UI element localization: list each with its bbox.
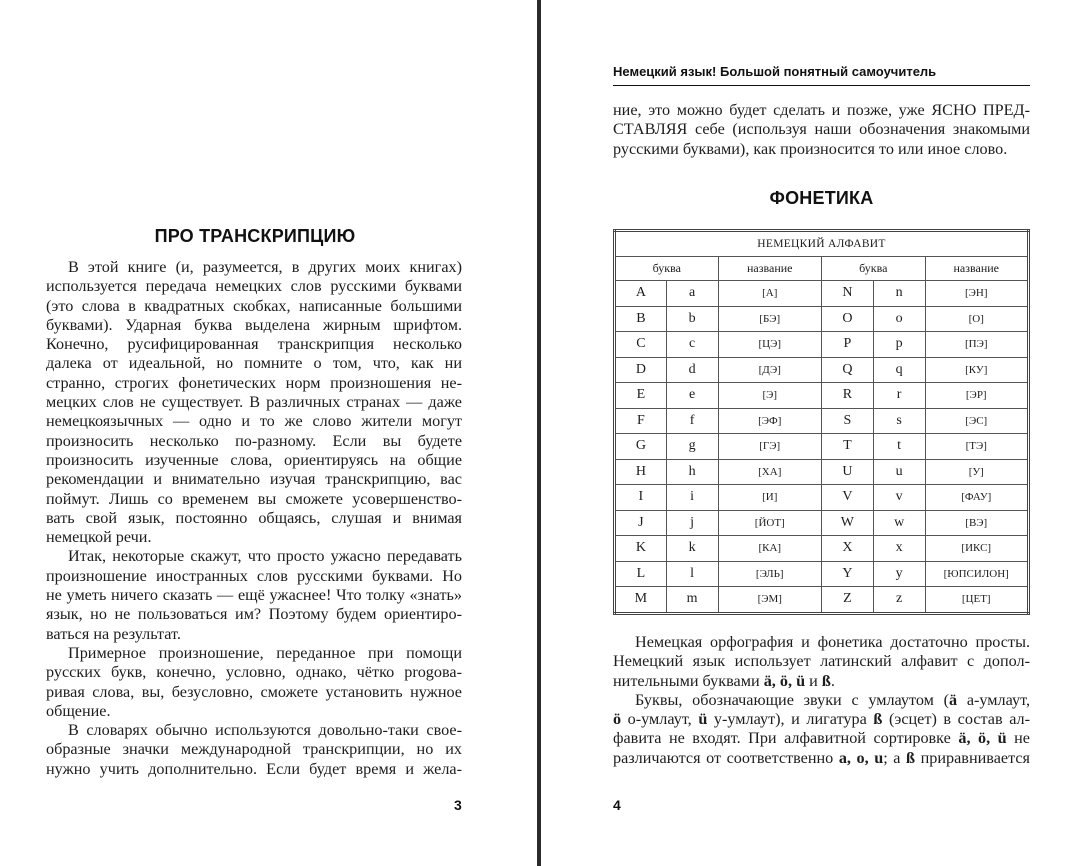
text-line: поймут. Лишь со временем вы сможете усовершенство- xyxy=(46,489,462,508)
table-row xyxy=(615,434,1029,460)
text-line: В словарях обычно используются довольно-таки свое- xyxy=(68,721,462,740)
table-row xyxy=(615,357,1029,383)
lowercase-letter: b xyxy=(666,306,718,332)
table-row xyxy=(615,383,1029,409)
text-line: произносить изученные слова, ориентируясь на общие xyxy=(46,450,462,469)
letter-name: [ТЭ] xyxy=(925,434,1029,460)
lowercase-letter: t xyxy=(873,434,925,460)
text-line: Итак, некоторые скажут, что просто ужасно передавать xyxy=(68,547,462,566)
text-line: Немецкая орфография и фонетика достаточно просты. xyxy=(635,633,1030,651)
lowercase-letter: o xyxy=(873,306,925,332)
table-row xyxy=(615,408,1029,434)
right-top-text xyxy=(613,101,1030,159)
right-bottom-text xyxy=(613,633,1030,768)
left-page xyxy=(0,0,537,866)
lowercase-letter: k xyxy=(666,536,718,562)
text-line: ö о-умлаут, ü у-умлаут), и лигатура ß (эсцет) в состав ал- xyxy=(613,710,1030,729)
text-line: русских букв, конечно, условно, однако, чётко progова- xyxy=(46,663,462,682)
text-line: не уметь ничего сказать — ещё ужаснее! Что толку «знать» xyxy=(46,586,462,605)
uppercase-letter: F xyxy=(615,408,667,434)
letter-name: [ГЭ] xyxy=(718,434,822,460)
uppercase-letter: U xyxy=(822,459,874,485)
text-line: Буквы, обозначающие звуки с умлаутом (ä а-умлаут, xyxy=(635,690,1030,709)
text-line: СТАВЛЯЯ себе (используя наши обозначения знакомыми xyxy=(613,120,1030,139)
lowercase-letter: h xyxy=(666,459,718,485)
page-number: 3 xyxy=(454,797,462,813)
letter-name: [ПЭ] xyxy=(925,332,1029,358)
text-line: В этой книге (и, разумеется, в других моих книгах) xyxy=(68,258,462,276)
text-line: различаются от соответственно a, o, u; а ß приравнивается xyxy=(613,748,1030,767)
letter-name: [БЭ] xyxy=(718,306,822,332)
text-line: (это слова в квадратных скобках, написанные большими xyxy=(46,296,462,315)
left-body-text xyxy=(46,258,462,779)
page-number: 4 xyxy=(613,797,621,813)
table-row xyxy=(615,459,1029,485)
text-line: далека от идеальной, но помните о том, что, как ни xyxy=(46,354,462,373)
uppercase-letter: W xyxy=(822,510,874,536)
table-row xyxy=(615,561,1029,587)
lowercase-letter: d xyxy=(666,357,718,383)
text-line: русскими буквами), как произносится то или иное слово. xyxy=(613,139,1008,158)
text-line: нительными буквами ä, ö, ü и ß. xyxy=(613,671,835,690)
lowercase-letter: e xyxy=(666,383,718,409)
uppercase-letter: S xyxy=(822,408,874,434)
table-header-row xyxy=(615,257,1029,281)
text-line: ривая слова, вы, безусловно, сможете установить нужное xyxy=(46,682,462,701)
letter-name: [ЭН] xyxy=(925,281,1029,307)
letter-name: [ЭС] xyxy=(925,408,1029,434)
uppercase-letter: E xyxy=(615,383,667,409)
running-head: Немецкий язык! Большой понятный самоучитель xyxy=(613,64,1030,86)
lowercase-letter: v xyxy=(873,485,925,511)
letter-name: [ЭР] xyxy=(925,383,1029,409)
lowercase-letter: r xyxy=(873,383,925,409)
uppercase-letter: P xyxy=(822,332,874,358)
lowercase-letter: g xyxy=(666,434,718,460)
uppercase-letter: X xyxy=(822,536,874,562)
lowercase-letter: n xyxy=(873,281,925,307)
lowercase-letter: l xyxy=(666,561,718,587)
letter-name: [ЮПСИЛОН] xyxy=(925,561,1029,587)
uppercase-letter: K xyxy=(615,536,667,562)
text-line: Конечно, русифицированная транскрипция несколько xyxy=(46,335,462,354)
column-header-letter: буква xyxy=(615,257,719,281)
letter-name: [ЦЭ] xyxy=(718,332,822,358)
lowercase-letter: s xyxy=(873,408,925,434)
text-line: рекомендации и внимательно изучая транскрипцию, вас xyxy=(46,470,462,489)
lowercase-letter: i xyxy=(666,485,718,511)
uppercase-letter: L xyxy=(615,561,667,587)
lowercase-letter: x xyxy=(873,536,925,562)
text-line: ваться на результат. xyxy=(46,624,181,643)
uppercase-letter: B xyxy=(615,306,667,332)
lowercase-letter: q xyxy=(873,357,925,383)
letter-name: [О] xyxy=(925,306,1029,332)
lowercase-letter: p xyxy=(873,332,925,358)
letter-name: [ЙОТ] xyxy=(718,510,822,536)
text-line: произносить несколько по-разному. Если вы будете xyxy=(46,431,462,450)
uppercase-letter: C xyxy=(615,332,667,358)
text-line: образные значки международной транскрипции, но их xyxy=(46,740,462,759)
table-row xyxy=(615,281,1029,307)
uppercase-letter: N xyxy=(822,281,874,307)
letter-name: [У] xyxy=(925,459,1029,485)
column-header-letter: буква xyxy=(822,257,926,281)
uppercase-letter: I xyxy=(615,485,667,511)
table-title: НЕМЕЦКИЙ АЛФАВИТ xyxy=(615,231,1029,257)
table-row xyxy=(615,510,1029,536)
uppercase-letter: H xyxy=(615,459,667,485)
letter-name: [ХА] xyxy=(718,459,822,485)
text-line: буквами). Ударная буква выделена жирным шрифтом. xyxy=(46,315,462,334)
lowercase-letter: f xyxy=(666,408,718,434)
letter-name: [И] xyxy=(718,485,822,511)
column-header-name: название xyxy=(718,257,822,281)
text-line: Примерное произношение, переданное при помощи xyxy=(68,643,462,662)
text-line: произношение иностранных слов русскими буквами. Но xyxy=(46,566,462,585)
text-line: странно, строгих фонетических норм произношения не- xyxy=(46,373,462,392)
letter-name: [КА] xyxy=(718,536,822,562)
uppercase-letter: G xyxy=(615,434,667,460)
uppercase-letter: O xyxy=(822,306,874,332)
text-line: ние, это можно будет сделать и позже, уже ЯСНО ПРЕД- xyxy=(613,101,1030,119)
text-line: фавита не входят. При алфавитной сортировке ä, ö, ü не xyxy=(613,729,1030,748)
column-header-name: название xyxy=(925,257,1029,281)
letter-name: [ФАУ] xyxy=(925,485,1029,511)
text-line: немецкой речи. xyxy=(46,528,152,547)
letter-name: [ДЭ] xyxy=(718,357,822,383)
letter-name: [ЭФ] xyxy=(718,408,822,434)
uppercase-letter: D xyxy=(615,357,667,383)
lowercase-letter: y xyxy=(873,561,925,587)
lowercase-letter: w xyxy=(873,510,925,536)
text-line: вать свой язык, постоянно общаясь, слушая и внимая xyxy=(46,508,462,527)
uppercase-letter: T xyxy=(822,434,874,460)
text-line: язык, но не пользоваться им? Поэтому будем ориентиро- xyxy=(46,605,462,624)
table-row xyxy=(615,485,1029,511)
uppercase-letter: Q xyxy=(822,357,874,383)
table-row xyxy=(615,536,1029,562)
table-row xyxy=(615,332,1029,358)
uppercase-letter: V xyxy=(822,485,874,511)
letter-name: [ИКС] xyxy=(925,536,1029,562)
lowercase-letter: a xyxy=(666,281,718,307)
german-alphabet-table xyxy=(613,229,1030,615)
uppercase-letter: Y xyxy=(822,561,874,587)
lowercase-letter: j xyxy=(666,510,718,536)
text-line: Немецкий язык использует латинский алфавит с допол- xyxy=(613,652,1030,671)
uppercase-letter: A xyxy=(615,281,667,307)
letter-name: [ЦЕТ] xyxy=(925,587,1029,614)
text-line: нужно учить дополнительно. Если будет время и жела- xyxy=(46,759,462,778)
letter-name: [ВЭ] xyxy=(925,510,1029,536)
lowercase-letter: c xyxy=(666,332,718,358)
text-line: общение. xyxy=(46,701,111,720)
uppercase-letter: M xyxy=(615,587,667,614)
uppercase-letter: J xyxy=(615,510,667,536)
letter-name: [Э] xyxy=(718,383,822,409)
text-line: мецких слов не существует. В различных странах — даже xyxy=(46,393,462,412)
lowercase-letter: m xyxy=(666,587,718,614)
letter-name: [ЭМ] xyxy=(718,587,822,614)
text-line: используется передача немецких слов русскими буквами xyxy=(46,277,462,296)
lowercase-letter: z xyxy=(873,587,925,614)
section-heading: ПРО ТРАНСКРИПЦИЮ xyxy=(154,226,356,246)
letter-name: [ЭЛЬ] xyxy=(718,561,822,587)
uppercase-letter: Z xyxy=(822,587,874,614)
letter-name: [А] xyxy=(718,281,822,307)
uppercase-letter: R xyxy=(822,383,874,409)
table-title-row xyxy=(615,231,1029,257)
letter-name: [КУ] xyxy=(925,357,1029,383)
table-row xyxy=(615,587,1029,614)
text-line: немецкоязычных — одно и то же слово жители могут xyxy=(46,412,462,431)
section-heading-phonetics: ФОНЕТИКА xyxy=(769,188,874,208)
lowercase-letter: u xyxy=(873,459,925,485)
table-row xyxy=(615,306,1029,332)
